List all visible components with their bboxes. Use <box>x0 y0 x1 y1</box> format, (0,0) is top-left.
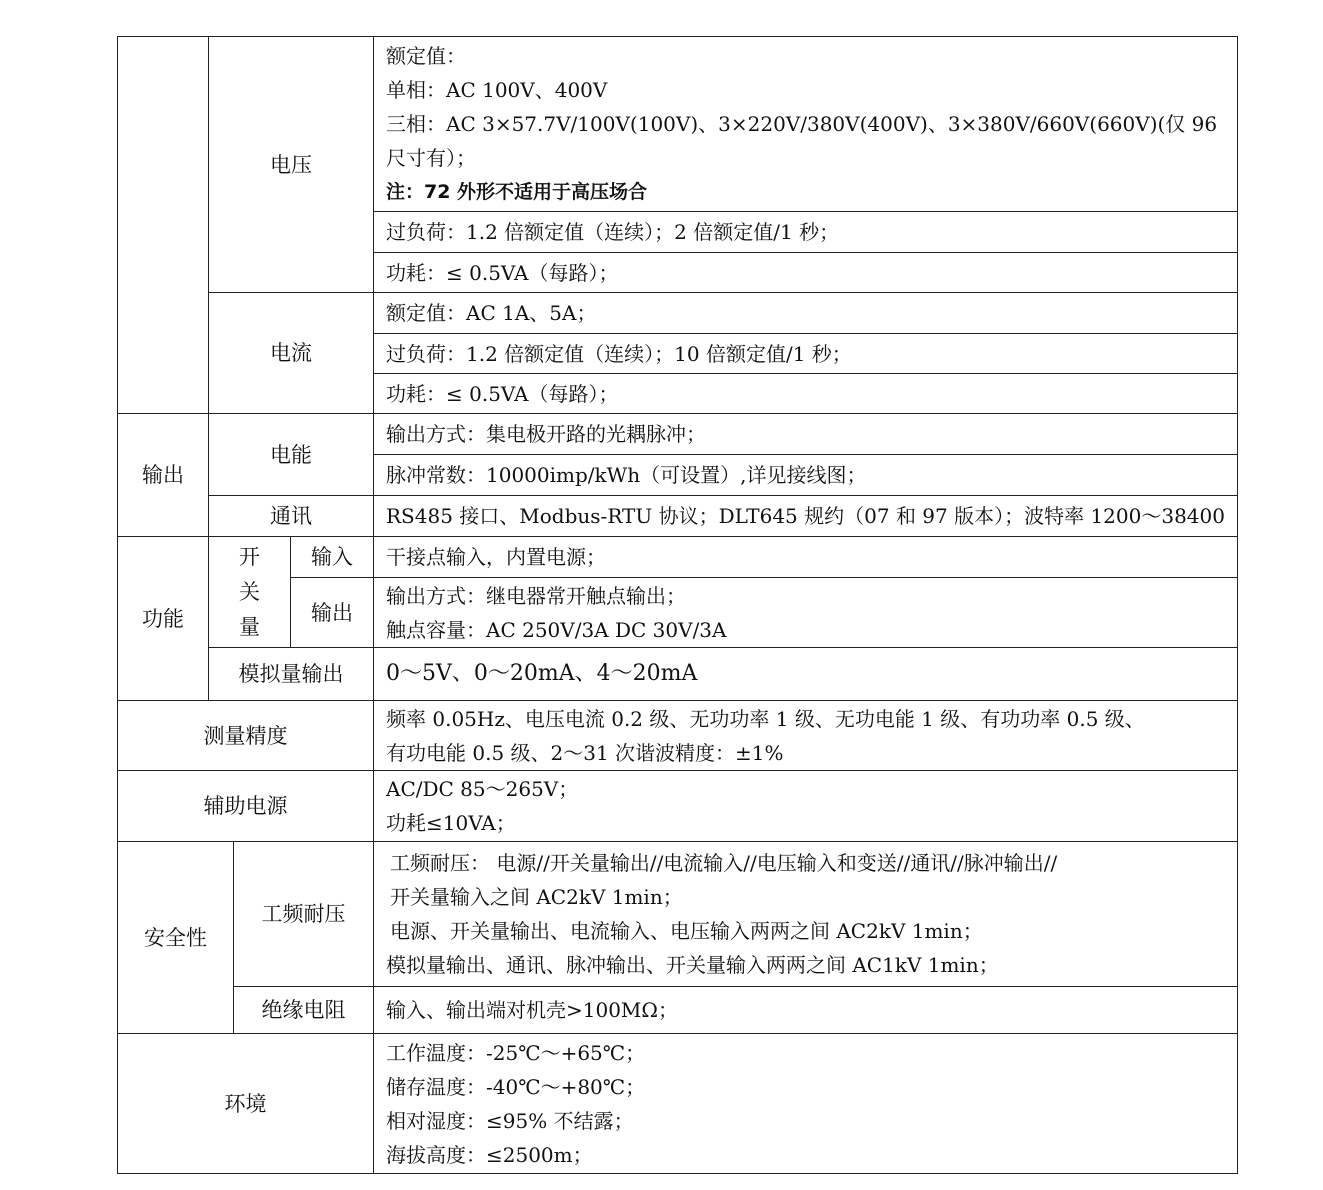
switch-char: 开 <box>239 544 260 569</box>
switch-output-label: 输出 <box>290 577 374 648</box>
withstand-line: 模拟量输出、通讯、脉冲输出、开关量输入两两之间 AC1kV 1min； <box>386 953 999 977</box>
aux-power-line: AC/DC 85～265V； <box>386 777 579 801</box>
accuracy-line: 频率 0.05Hz、电压电流 0.2 级、无功功率 1 级、无功电能 1 级、有功功率 0.5 级、 <box>386 706 1145 731</box>
current-power: 功耗：≤ 0.5VA（每路）； <box>373 373 1238 414</box>
switch-char: 量 <box>239 614 260 639</box>
output-label: 输出 <box>117 413 209 537</box>
voltage-note: 注：72 外形不适用于高压场合 <box>386 181 648 203</box>
analog-output-value: 0～5V、0～20mA、4～20mA <box>373 647 1238 701</box>
environment-line: 相对湿度：≤95% 不结露； <box>386 1108 634 1133</box>
group-cell-input-blank <box>117 36 209 414</box>
accuracy-cell <box>373 700 1238 771</box>
function-label: 功能 <box>117 536 209 701</box>
safety-label: 安全性 <box>117 841 234 1034</box>
environment-line: 工作温度：-25℃～+65℃； <box>386 1040 646 1065</box>
withstand-line: 开关量输入之间 AC2kV 1min； <box>390 885 683 909</box>
energy-label: 电能 <box>208 413 374 496</box>
energy-pulse: 脉冲常数：10000imp/kWh（可设置）,详见接线图； <box>373 454 1238 496</box>
insulation-label: 绝缘电阻 <box>233 986 374 1034</box>
energy-mode: 输出方式：集电极开路的光耦脉冲； <box>373 413 1238 455</box>
withstand-line: 工频耐压： 电源//开关量输出//电流输入//电压输入和变送//通讯//脉冲输出// <box>390 851 1058 875</box>
voltage-rated-line: 额定值： <box>386 44 466 68</box>
aux-power-label: 辅助电源 <box>117 770 374 842</box>
accuracy-line: 有功电能 0.5 级、2～31 次谐波精度：±1% <box>386 740 784 765</box>
environment-cell <box>373 1033 1238 1174</box>
insulation-value: 输入、输出端对机壳>100MΩ； <box>373 986 1238 1034</box>
withstand-line: 电源、开关量输出、电流输入、电压输入两两之间 AC2kV 1min； <box>390 919 983 943</box>
voltage-rated-line: 单相：AC 100V、400V <box>386 78 608 102</box>
aux-power-cell <box>373 770 1238 842</box>
aux-power-line: 功耗≤10VA； <box>386 811 516 835</box>
switch-output-line: 触点容量：AC 250V/3A DC 30V/3A <box>386 617 727 642</box>
switch-char: 关 <box>239 579 260 604</box>
withstand-cell <box>373 841 1238 987</box>
comm-value: RS485 接口、Modbus-RTU 协议；DLT645 规约（07 和 97 版本）；波特率 1200～38400 <box>373 495 1238 537</box>
voltage-overload: 过负荷：1.2 倍额定值（连续）；2 倍额定值/1 秒； <box>373 211 1238 253</box>
switch-output-line: 输出方式：继电器常开触点输出； <box>386 583 686 608</box>
voltage-power: 功耗：≤ 0.5VA（每路）； <box>373 252 1238 293</box>
switch-input-label: 输入 <box>290 536 374 578</box>
environment-line: 储存温度：-40℃～+80℃； <box>386 1074 646 1099</box>
switch-label <box>208 536 291 648</box>
switch-input-value: 干接点输入，内置电源； <box>373 536 1238 578</box>
current-overload: 过负荷：1.2 倍额定值（连续）；10 倍额定值/1 秒； <box>373 333 1238 374</box>
environment-line: 海拔高度：≤2500m； <box>386 1142 593 1167</box>
current-rated: 额定值：AC 1A、5A； <box>373 292 1238 334</box>
switch-output-cell <box>373 577 1238 648</box>
comm-label: 通讯 <box>208 495 374 537</box>
voltage-rated-line: 三相：AC 3×57.7V/100V(100V)、3×220V/380V(400V)、3×380V/660V(660V)(仅 96 <box>386 112 1218 136</box>
voltage-label: 电压 <box>208 36 374 293</box>
analog-output-label: 模拟量输出 <box>208 647 374 701</box>
accuracy-label: 测量精度 <box>117 700 374 771</box>
voltage-rated-cell <box>373 36 1238 212</box>
environment-label: 环境 <box>117 1033 374 1174</box>
withstand-label: 工频耐压 <box>233 841 374 987</box>
current-label: 电流 <box>208 292 374 414</box>
voltage-rated-line: 尺寸有）； <box>386 146 476 170</box>
